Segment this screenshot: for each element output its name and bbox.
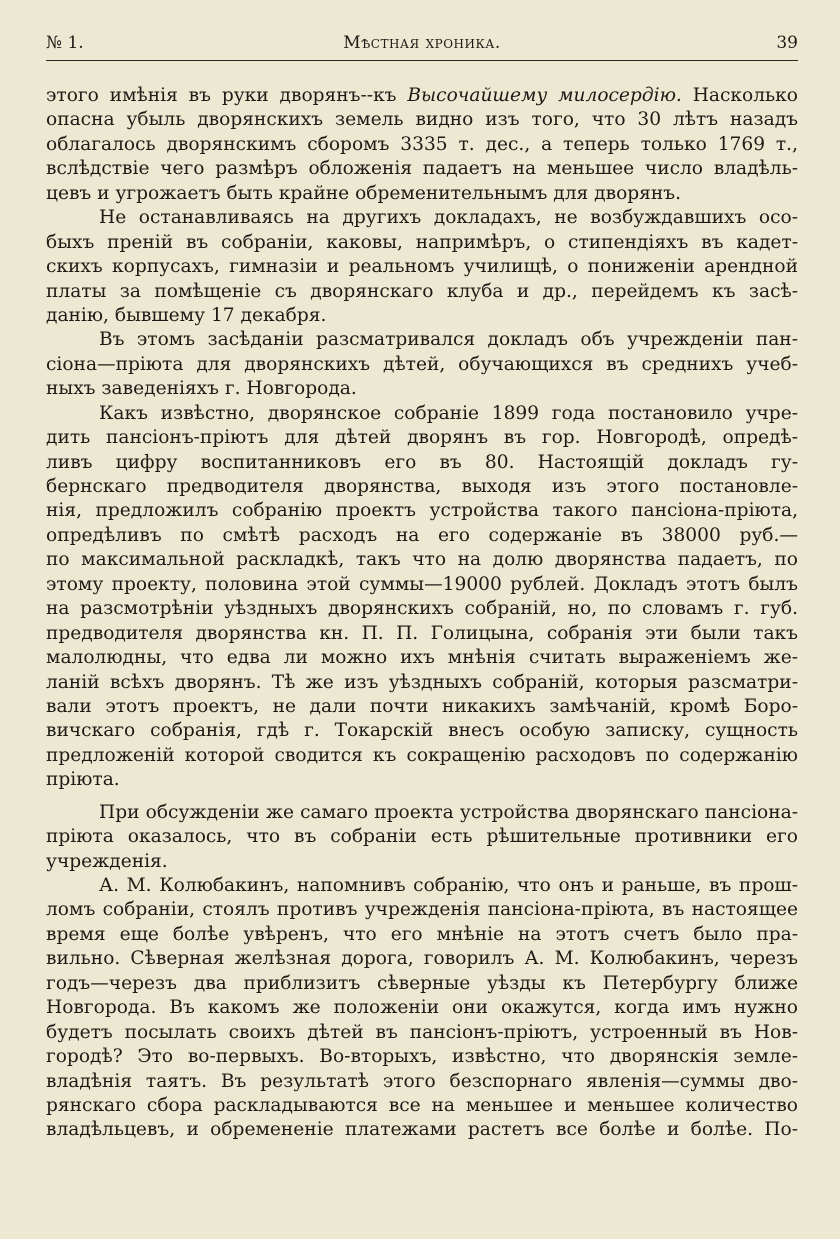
paragraph-first-line: Какъ извѣстно, дворянское собраніе 1899 года постановило учре- [99, 402, 798, 424]
text-line: быхъ преній въ собраніи, каковы, напримѣръ, о стипендіяхъ въ кадет- [46, 231, 798, 253]
text-line: пріюта оказалось, что въ собраніи есть рѣшительные противники его [46, 826, 798, 848]
text-line: ланій всѣхъ дворянъ. Тѣ же изъ уѣздныхъ собраній, которыя разсматри- [46, 671, 798, 693]
text-line: владѣльцевъ, и обремененіе платежами растетъ все болѣе и болѣе. По- [46, 1119, 798, 1141]
text-line: сіона—пріюта для дворянскихъ дѣтей, обучающихся въ среднихъ учеб- [46, 353, 798, 375]
text-line: по максимальной раскладкѣ, такъ что на долю дворянства падаетъ, по [46, 549, 798, 571]
text-line: скихъ корпусахъ, гимназіи и реальномъ училищѣ, о пониженіи арендной [46, 256, 798, 278]
body-text [46, 84, 798, 1143]
issue-number: № 1. [46, 33, 84, 53]
section-title: Мѣстная хроника. [343, 33, 501, 53]
text-line: вслѣдствіе чего размѣръ обложенія падаетъ на меньшее число владѣль- [46, 158, 798, 180]
text-line: бернскаго предводителя дворянства, выходя изъ этого постановле- [46, 476, 798, 497]
paragraph-first-line: А. М. Колюбакинъ, напомнивъ собранію, что онъ и раньше, въ прош- [99, 875, 798, 896]
paragraph-first-line: При обсужденіи же самаго проекта устройства дворянскаго пансіона- [99, 801, 798, 823]
text-line: нія, предложилъ собранію проектъ устройства такого пансіона-пріюта, [46, 500, 798, 522]
text-line: вильно. Сѣверная желѣзная дорога, говорилъ А. М. Колюбакинъ, черезъ [46, 948, 798, 970]
text-line: время еще болѣе увѣренъ, что его мнѣніе на этотъ счетъ было пра- [46, 923, 798, 945]
text-line: малолюдны, что едва ли можно ихъ мнѣнія считать выраженіемъ же- [46, 647, 798, 669]
text-line: облагалось дворянскимъ сборомъ 3335 т. дес., а теперь только 1769 т., [46, 133, 798, 155]
page-number: 39 [776, 33, 798, 53]
text-line: вали этотъ проектъ, не дали почти никакихъ замѣчаній, кромѣ Боро- [46, 695, 798, 717]
text-line: цевъ и угрожаетъ быть крайне обременительнымъ для дворянъ. [46, 182, 682, 204]
text-segment: этого имѣнія въ руки дворянъ--къ [46, 85, 408, 106]
text-line: предложеній которой сводится къ сокращенію расходовъ по содержанію [46, 744, 798, 766]
text-line: рянскаго сбора раскладываются все на меньшее и меньшее количество [46, 1094, 798, 1116]
running-header [46, 33, 798, 59]
text-line: городѣ? Это во-первыхъ. Во-вторыхъ, извѣстно, что дворянскія земле- [46, 1046, 798, 1068]
text-line: этому проекту, половина этой суммы—19000 рублей. Докладъ этотъ былъ [46, 573, 798, 595]
text-line: платы за помѣщеніе съ дворянскаго клуба и др., перейдемъ къ засѣ- [46, 280, 798, 302]
text-line: предводителя дворянства кн. П. П. Голицына, собранія эти были такъ [46, 622, 798, 644]
text-line: дить пансіонъ-пріютъ для дѣтей дворянъ въ гор. Новгородѣ, опредѣ- [46, 427, 798, 449]
text-line [46, 84, 798, 108]
text-line: ломъ собраніи, стоялъ противъ учрежденія пансіона-пріюта, въ настоящее [46, 899, 798, 921]
paragraph-first-line: Въ этомъ засѣданіи разсматривался докладъ объ учрежденіи пан- [99, 329, 798, 351]
text-line: опредѣливъ по смѣтѣ расходъ на его содержаніе въ 38000 руб.— [46, 524, 798, 546]
text-line: пріюта. [46, 769, 120, 791]
text-line: годъ—черезъ два приблизитъ сѣверные уѣзды къ Петербургу ближе [46, 972, 798, 994]
paragraph-first-line: Не останавливаясь на другихъ докладахъ, не возбуждавшихъ осо- [99, 207, 798, 229]
text-line: будетъ посылать своихъ дѣтей въ пансіонъ-пріютъ, устроенный въ Нов- [46, 1021, 798, 1043]
italic-text: Высочайшему милосердію. [407, 85, 682, 106]
text-line: ныхъ заведеніяхъ г. Новгорода. [46, 378, 357, 400]
text-line: опасна убыль дворянскихъ земель видно изъ того, что 30 лѣтъ назадъ [46, 109, 798, 131]
text-line: владѣнія таятъ. Въ результатѣ этого безспорнаго явленія—суммы дво- [46, 1070, 798, 1092]
text-line: учрежденія. [46, 850, 168, 872]
header-rule [46, 60, 798, 61]
text-line: данію, бывшему 17 декабря. [46, 304, 327, 326]
text-line: Новгорода. Въ какомъ же положеніи они окажутся, когда имъ нужно [46, 997, 798, 1019]
text-line: на разсмотрѣніи уѣздныхъ дворянскихъ собраній, но, по словамъ г. губ. [46, 598, 798, 620]
text-line: ливъ цифру воспитанниковъ его въ 80. Настоящій докладъ гу- [46, 451, 798, 473]
text-line: вичскаго собранія, гдѣ г. Токарскій внесъ особую записку, сущность [46, 720, 798, 742]
text-segment: Насколько [681, 85, 798, 106]
